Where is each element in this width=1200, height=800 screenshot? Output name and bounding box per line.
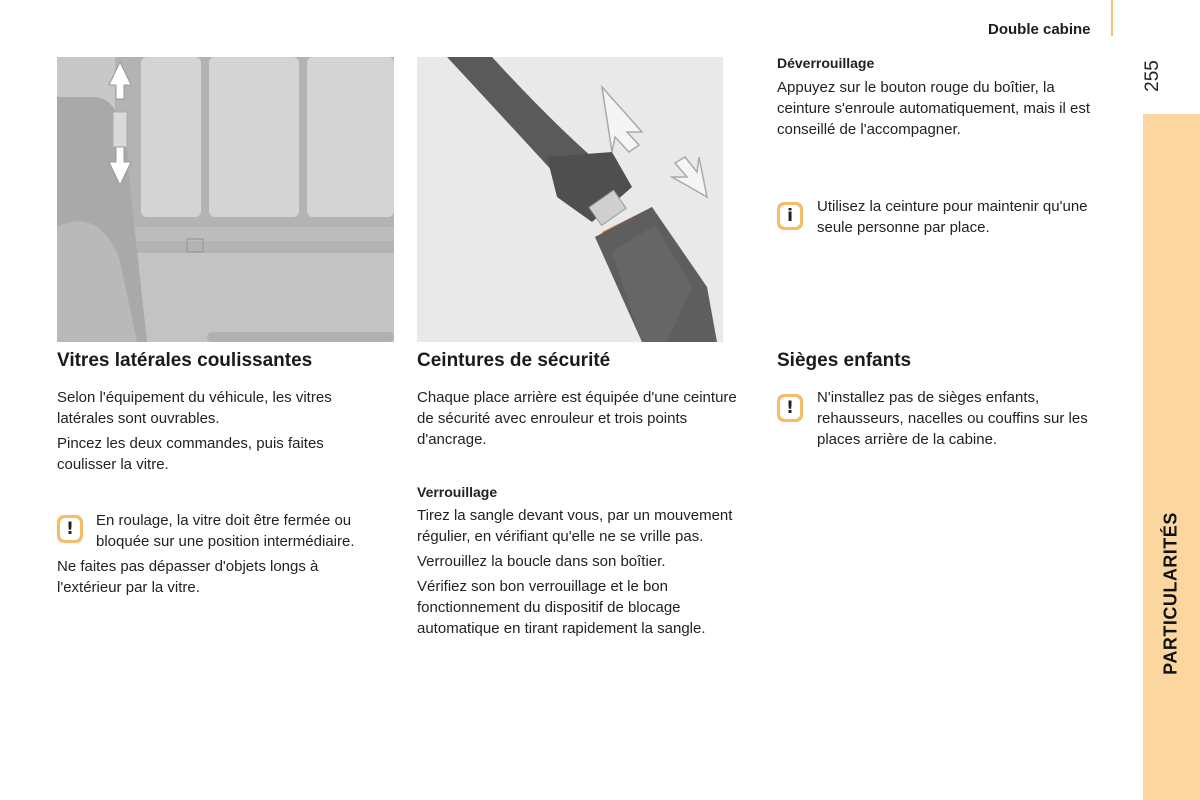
heading-sliding-windows: Vitres latérales coulissantes	[57, 350, 313, 371]
sliding-windows-body	[57, 387, 387, 479]
sliding-windows-note: Ne faites pas dépasser d'objets longs à l'extérieur par la vitre.	[57, 558, 319, 596]
window-sliding-illustration	[57, 57, 394, 342]
heading-seat-belts: Ceintures de sécurité	[417, 350, 611, 371]
locking-paragraph-1: Tirez la sangle devant vous, par un mouvement régulier, en vérifiant qu'elle ne se vrille pas.	[417, 507, 733, 545]
info-icon-glyph: i	[780, 205, 800, 227]
info-icon	[777, 202, 803, 230]
page-number: 255	[1142, 60, 1163, 92]
subheading-unlocking: Déverrouillage	[777, 55, 875, 71]
header-divider	[1111, 0, 1113, 36]
locking-body	[417, 505, 752, 643]
section-title: Double cabine	[988, 21, 1091, 38]
subheading-locking: Verrouillage	[417, 484, 498, 500]
unlocking-body: Appuyez sur le bouton rouge du boîtier, la ceinture s'enroule automatiquement, mais il est conseillé de l'accompagner.	[777, 79, 1091, 138]
chapter-side-label-text: PARTICULARITÉS	[1160, 512, 1181, 675]
sliding-windows-paragraph-1: Selon l'équipement du véhicule, les vitres latérales sont ouvrables.	[57, 389, 332, 427]
seat-belt-buckle-illustration	[417, 57, 723, 342]
seat-belt-info-note: Utilisez la ceinture pour maintenir qu'une seule personne par place.	[817, 198, 1088, 236]
warning-icon	[777, 394, 803, 422]
warning-icon-glyph: !	[60, 518, 80, 540]
locking-paragraph-3: Vérifiez son bon verrouillage et le bon fonctionnement du dispositif de blocage automatique en tirant rapidement la sangle.	[417, 578, 706, 637]
warning-icon-glyph: !	[780, 397, 800, 419]
heading-child-seats: Sièges enfants	[777, 350, 912, 371]
warning-icon	[57, 515, 83, 543]
seat-belts-intro: Chaque place arrière est équipée d'une ceinture de sécurité avec enrouleur et trois points d'ancrage.	[417, 389, 737, 448]
sliding-windows-paragraph-2: Pincez les deux commandes, puis faites coulisser la vitre.	[57, 435, 324, 473]
sliding-windows-warning: En roulage, la vitre doit être fermée ou bloquée sur une position intermédiaire.	[96, 512, 355, 550]
child-seats-warning: N'installez pas de sièges enfants, rehausseurs, nacelles ou couffins sur les places arrière de la cabine.	[817, 389, 1088, 448]
locking-paragraph-2: Verrouillez la boucle dans son boîtier.	[417, 553, 666, 570]
